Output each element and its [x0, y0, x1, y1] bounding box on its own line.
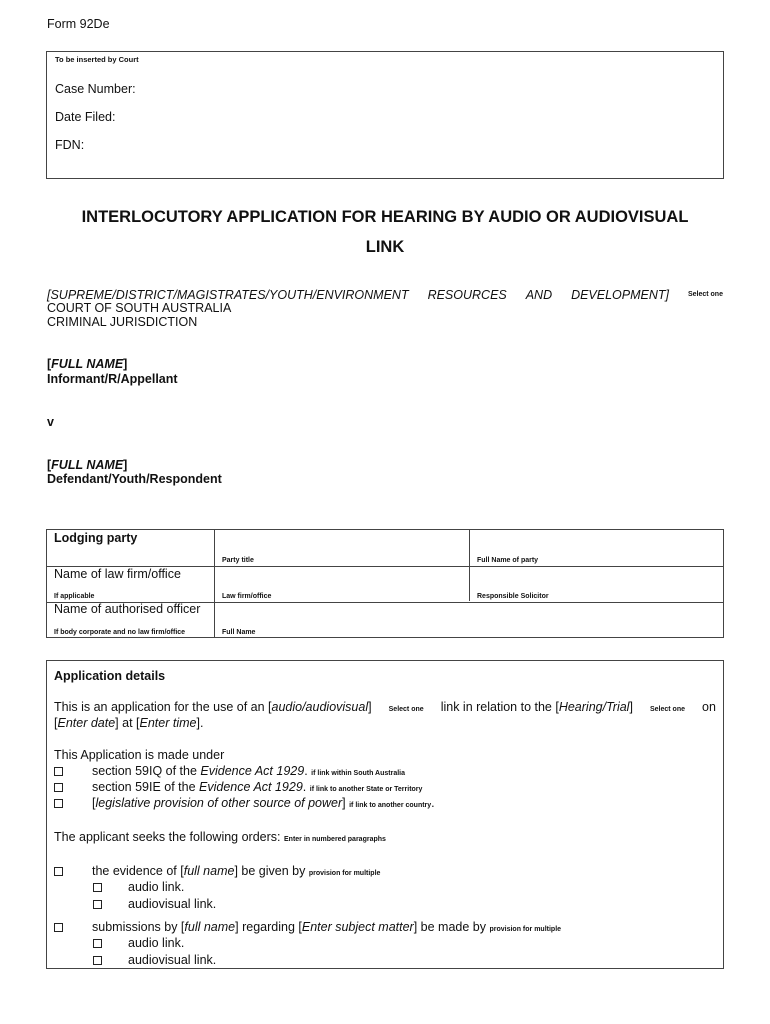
full-name-of-party-caption: Full Name of party — [477, 557, 539, 564]
court-jurisdiction: CRIMINAL JURISDICTION — [47, 315, 198, 329]
party2-role: Defendant/Youth/Respondent — [47, 472, 222, 486]
checkbox-evidence-audiovisual[interactable] — [93, 900, 102, 909]
party1-role: Informant/R/Appellant — [47, 372, 178, 386]
court-use-box — [46, 51, 724, 179]
made-under-label: This Application is made under — [54, 748, 225, 762]
checkbox-order-evidence[interactable] — [54, 867, 63, 876]
case-number-label: Case Number: — [55, 82, 136, 96]
party-title-caption: Party title — [222, 557, 254, 564]
court-select-hint: Select one — [687, 291, 723, 298]
checkbox-59ie[interactable] — [54, 783, 63, 792]
hearing-select-hint: Select one — [649, 706, 685, 713]
order-evidence[interactable]: the evidence of [full name] be given by provision for multiple — [54, 864, 63, 878]
application-paragraph-line1: This is an application for the use of an [audio/audiovisual] Select one link in relation to the [Hearing/Trial] Select one on — [54, 700, 716, 714]
checkbox-submissions-audio[interactable] — [93, 939, 102, 948]
application-heading: Application details — [54, 669, 166, 683]
order-submissions-audiovisual[interactable]: audiovisual link. — [93, 953, 216, 967]
orders-intro: The applicant seeks the following orders: Enter in numbered paragraphs — [54, 830, 386, 844]
court-box-header: To be inserted by Court — [55, 55, 139, 64]
application-paragraph-line2: [Enter date] at [Enter time]. — [54, 716, 204, 730]
law-firm-label: Name of law firm/office — [54, 567, 181, 581]
order-evidence-audio[interactable]: audio link. — [93, 880, 184, 894]
authorised-officer-note: If body corporate and no law firm/office — [54, 629, 186, 636]
court-word-2: RESOURCES — [427, 288, 507, 302]
option-59ie[interactable]: section 59IE of the Evidence Act 1929. if link to another State or Territory — [54, 780, 63, 794]
option-other-provision[interactable]: [legislative provision of other source of power] if link to another country. — [54, 796, 63, 810]
lodging-party-table — [46, 529, 724, 638]
party2-name: [FULL NAME] — [47, 458, 128, 472]
title-line-2: LINK — [365, 238, 405, 256]
responsible-solicitor-caption: Responsible Solicitor — [477, 593, 549, 600]
lodging-party-label: Lodging party — [54, 531, 138, 545]
option-59iq[interactable]: section 59IQ of the Evidence Act 1929. if link within South Australia — [54, 764, 63, 778]
form-number: Form 92De — [47, 17, 110, 31]
party1-name: [FULL NAME] — [47, 357, 128, 371]
versus: v — [47, 415, 54, 429]
court-word-1: [SUPREME/DISTRICT/MAGISTRATES/YOUTH/ENVIRONMENT — [47, 288, 409, 302]
fdn-label: FDN: — [55, 138, 85, 152]
media-select-hint: Select one — [388, 706, 424, 713]
court-word-3: AND — [525, 288, 553, 302]
checkbox-submissions-audiovisual[interactable] — [93, 956, 102, 965]
law-firm-note: If applicable — [54, 593, 95, 600]
court-word-4: DEVELOPMENT] — [571, 288, 669, 302]
law-firm-caption: Law firm/office — [222, 593, 272, 600]
order-submissions[interactable]: submissions by [full name] regarding [Enter subject matter] be made by provision for multiple — [54, 920, 63, 934]
full-name-caption: Full Name — [222, 629, 256, 636]
authorised-officer-label: Name of authorised officer — [54, 602, 201, 616]
checkbox-59iq[interactable] — [54, 767, 63, 776]
checkbox-other-provision[interactable] — [54, 799, 63, 808]
title-line-1: INTERLOCUTORY APPLICATION FOR HEARING BY AUDIO OR AUDIOVISUAL — [81, 208, 689, 226]
date-filed-label: Date Filed: — [55, 110, 116, 124]
order-evidence-audiovisual[interactable]: audiovisual link. — [93, 897, 216, 911]
document-title — [40, 202, 730, 262]
checkbox-evidence-audio[interactable] — [93, 883, 102, 892]
court-name: COURT OF SOUTH AUSTRALIA — [47, 301, 232, 315]
application-details-box — [46, 660, 724, 969]
order-submissions-audio[interactable]: audio link. — [93, 936, 184, 950]
checkbox-order-submissions[interactable] — [54, 923, 63, 932]
court-selection-line — [47, 288, 723, 302]
